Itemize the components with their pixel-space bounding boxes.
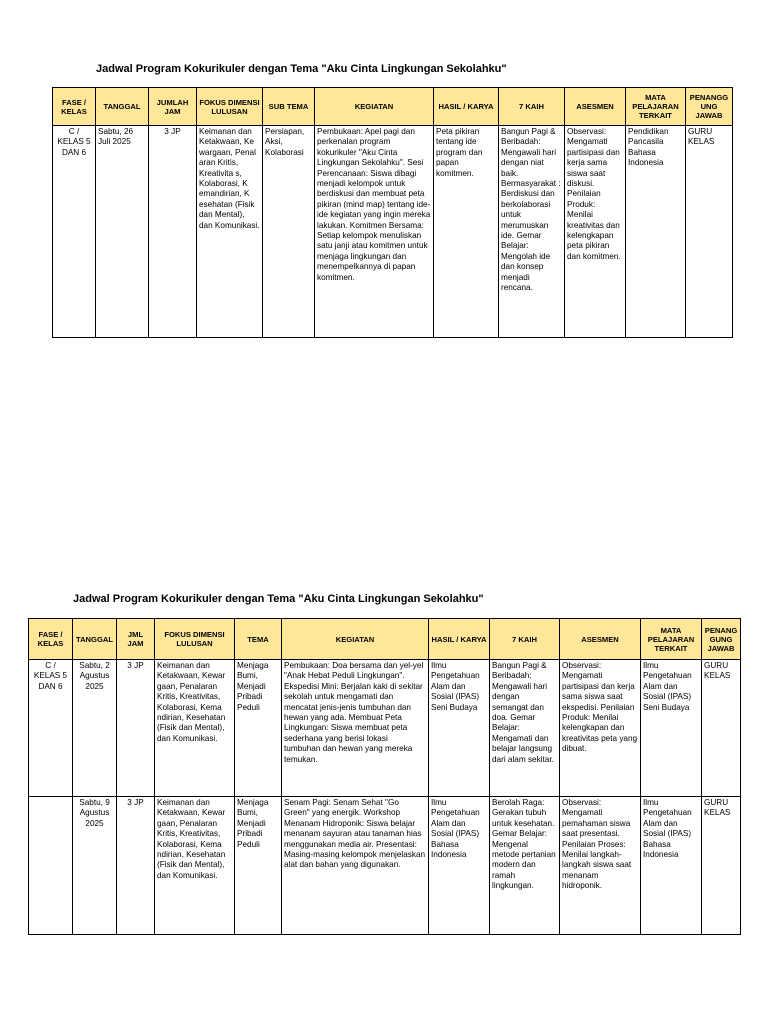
- cell-fase: C / KELAS 5 DAN 6: [29, 660, 73, 797]
- cell-fokus: Keimanan dan Ketakwaan, Ke wargaan, Penal aran Kritis, Kreativita s, Kolaborasi, K emandirian, K esehatan (Fisik dan Mental), dan Komunikasi.: [197, 126, 263, 338]
- cell-pj: GURU KELAS: [686, 126, 733, 338]
- cell-mapel: Ilmu Pengetahuan Alam dan Sosial (IPAS) Seni Budaya: [641, 660, 702, 797]
- table-header-row: [29, 619, 741, 660]
- cell-jam: 3 JP: [117, 797, 155, 935]
- cell-tema: Persiapan, Aksi, Kolaborasi: [263, 126, 315, 338]
- col-header-asesmen: ASESMEN: [565, 88, 626, 126]
- cell-tanggal: Sabtu, 9 Agustus 2025: [73, 797, 117, 935]
- cell-kegiatan: Senam Pagi: Senam Sehat "Go Green" yang energik. Workshop Menanam Hidroponik: Siswa belajar menanam sayuran atau tanaman hias menggunakan media air. Presentasi: Masing-masing kelompok menjelaskan alat dan bahan yang digunakan.: [282, 797, 429, 935]
- cell-kaih: Bangun Pagi & Beribadah: Mengawali hari dengan semangat dan doa. Gemar Belajar: Mengamati dan belajar langsung dari alam sekitar.: [490, 660, 560, 797]
- col-header-fase: FASE / KELAS: [53, 88, 96, 126]
- col-header-tanggal: TANGGAL: [73, 619, 117, 660]
- cell-hasil: Ilmu Pengetahuan Alam dan Sosial (IPAS) Bahasa Indonesia: [429, 797, 490, 935]
- cell-fokus: Keimanan dan Ketakwaan, Kewar gaan, Penalaran Kritis, Kreativitas, Kolaborasi, Kema ndirian, Kesehatan (Fisik dan Mental), dan Komunikasi.: [155, 660, 235, 797]
- cell-kaih: Bangun Pagi & Beribadah: Mengawali hari dengan niat baik. Bermasyarakat : Berdiskusi dan berkolaborasi untuk merumuskan ide. Gemar Belajar: Mengolah ide dan konsep menjadi rencana.: [499, 126, 565, 338]
- cell-tema: Menjaga Bumi, Menjadi Pribadi Peduli: [235, 660, 282, 797]
- cell-fase: C / KELAS 5 DAN 6: [53, 126, 96, 338]
- col-header-fokus: FOKUS DIMENSI LULUSAN: [155, 619, 235, 660]
- table-row: [29, 660, 741, 797]
- cell-fase: [29, 797, 73, 935]
- col-header-hasil: HASIL / KARYA: [434, 88, 499, 126]
- col-header-tema: TEMA: [235, 619, 282, 660]
- col-header-tanggal: TANGGAL: [96, 88, 149, 126]
- col-header-jam: JML JAM: [117, 619, 155, 660]
- cell-asesmen: Observasi: Mengamati pemahaman siswa saat presentasi. Penilaian Proses: Menilai langkah-langkah siswa saat menanam hidroponik.: [560, 797, 641, 935]
- col-header-asesmen: ASESMEN: [560, 619, 641, 660]
- schedule-table-1: [52, 87, 733, 338]
- table-header-row: [53, 88, 733, 126]
- col-header-pj: PENANGG UNG JAWAB: [686, 88, 733, 126]
- col-header-kegiatan: KEGIATAN: [315, 88, 434, 126]
- col-header-jam: JUMLAH JAM: [149, 88, 197, 126]
- cell-mapel: Pendidikan Pancasila Bahasa Indonesia: [626, 126, 686, 338]
- cell-kegiatan: Pembukaan: Apel pagi dan perkenalan program kokurikuler "Aku Cinta Lingkungan Sekolahku". Sesi Perencanaan: Siswa dibagi menjadi kelompok untuk berdiskusi dan membuat peta pikiran (mind map) tentang ide-ide kegiatan yang ingin mereka lakukan. Komitmen Bersama: Setiap kelompok menuliskan satu janji atau komitmen untuk menjaga lingkungan dan menempelkannya di papan komitmen.: [315, 126, 434, 338]
- cell-jam: 3 JP: [149, 126, 197, 338]
- col-header-kaih: 7 KAIH: [499, 88, 565, 126]
- cell-tema: Menjaga Bumi, Menjadi Pribadi Peduli: [235, 797, 282, 935]
- table-row: [29, 797, 741, 935]
- col-header-fase: FASE / KELAS: [29, 619, 73, 660]
- schedule-table-2: [28, 618, 741, 935]
- cell-jam: 3 JP: [117, 660, 155, 797]
- cell-asesmen: Observasi: Mengamati partisipasi dan kerja sama siswa saat ekspedisi. Penilaian Produk: Menilai kelengkapan dan kreativitas peta yang dibuat.: [560, 660, 641, 797]
- col-header-kegiatan: KEGIATAN: [282, 619, 429, 660]
- cell-asesmen: Observasi: Mengamati partisipasi dan kerja sama siswa saat diskusi. Penilaian Produk: Menilai kreativitas dan kelengkapan peta pikiran dan komitmen.: [565, 126, 626, 338]
- cell-mapel: Ilmu Pengetahuan Alam dan Sosial (IPAS) Bahasa Indonesia: [641, 797, 702, 935]
- col-header-tema: SUB TEMA: [263, 88, 315, 126]
- cell-fokus: Keimanan dan Ketakwaan, Kewar gaan, Penalaran Kritis, Kreativitas, Kolaborasi, Kema ndirian, Kesehatan (Fisik dan Mental), dan Komunikasi.: [155, 797, 235, 935]
- cell-hasil: Ilmu Pengetahuan Alam dan Sosial (IPAS) Seni Budaya: [429, 660, 490, 797]
- cell-pj: GURU KELAS: [702, 660, 741, 797]
- table1-title: Jadwal Program Kokurikuler dengan Tema "Aku Cinta Lingkungan Sekolahku": [96, 63, 507, 75]
- col-header-pj: PENANG GUNG JAWAB: [702, 619, 741, 660]
- col-header-fokus: FOKUS DIMENSI LULUSAN: [197, 88, 263, 126]
- col-header-mapel: MATA PELAJARAN TERKAIT: [641, 619, 702, 660]
- cell-tanggal: Sabtu, 2 Agustus 2025: [73, 660, 117, 797]
- table2-title: Jadwal Program Kokurikuler dengan Tema "Aku Cinta Lingkungan Sekolahku": [73, 593, 484, 605]
- table-row: [53, 126, 733, 338]
- col-header-mapel: MATA PELAJARAN TERKAIT: [626, 88, 686, 126]
- cell-pj: GURU KELAS: [702, 797, 741, 935]
- cell-kegiatan: Pembukaan: Doa bersama dan yel-yel "Anak Hebat Peduli Lingkungan". Ekspedisi Mini: Berjalan kaki di sekitar sekolah untuk mengamati dan mencatat jenis-jenis tumbuhan dan hewan yang ada. Membuat Peta Lingkungan: Siswa membuat peta sederhana yang berisi lokasi tumbuhan dan hewan yang mereka temukan.: [282, 660, 429, 797]
- col-header-kaih: 7 KAIH: [490, 619, 560, 660]
- cell-hasil: Peta pikiran tentang ide program dan papan komitmen.: [434, 126, 499, 338]
- cell-tanggal: Sabtu, 26 Juli 2025: [96, 126, 149, 338]
- col-header-hasil: HASIL / KARYA: [429, 619, 490, 660]
- cell-kaih: Berolah Raga: Gerakan tubuh untuk kesehatan. Gemar Belajar: Mengenal metode pertanian modern dan ramah lingkungan.: [490, 797, 560, 935]
